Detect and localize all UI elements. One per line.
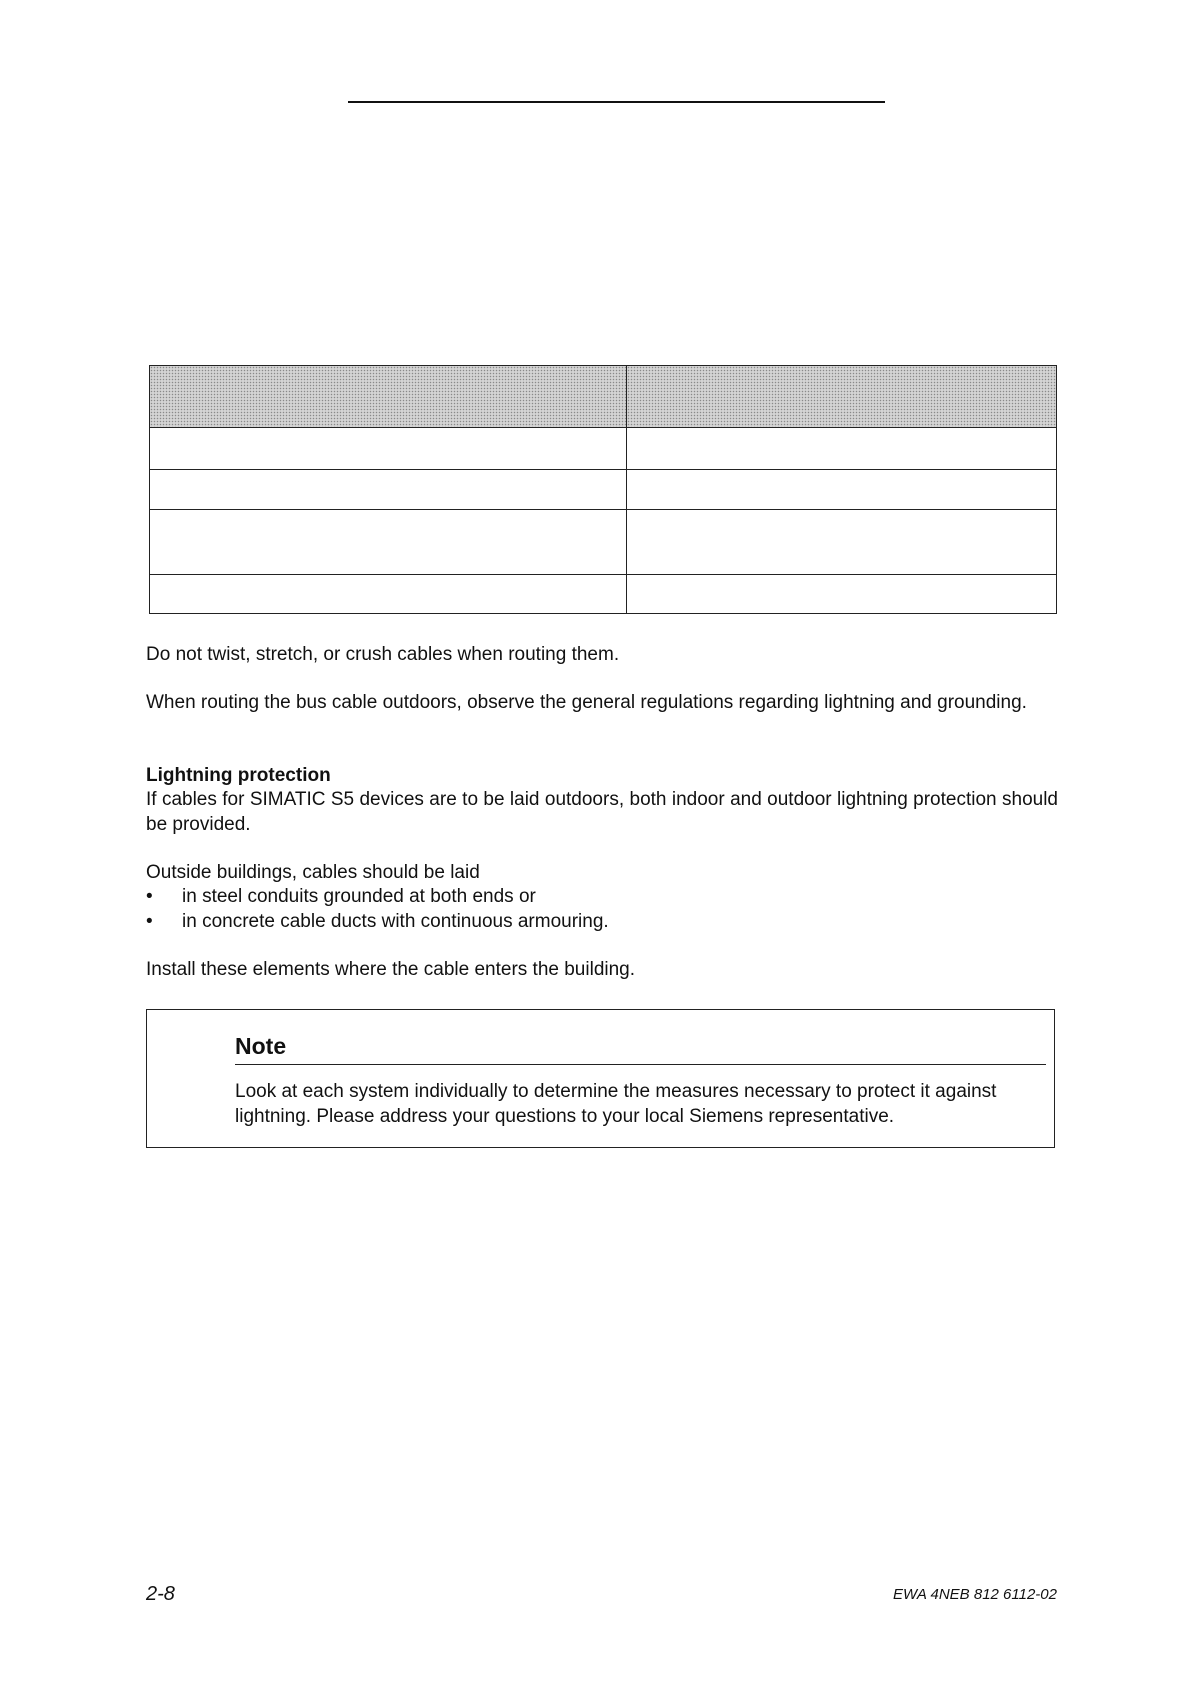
header-rule <box>348 101 885 103</box>
list-item-text: in steel conduits grounded at both ends or <box>182 886 536 907</box>
table-header-row <box>150 366 1056 428</box>
table-row <box>150 510 1056 575</box>
document-id: EWA 4NEB 812 6112-02 <box>893 1586 1057 1603</box>
table-cell <box>150 470 627 509</box>
table-cell <box>627 470 1056 509</box>
bullet-icon: • <box>146 911 153 932</box>
table-row <box>150 575 1056 613</box>
cable-table <box>149 365 1057 614</box>
table-cell <box>150 575 627 613</box>
lightning-paragraph: If cables for SIMATIC S5 devices are to be laid outdoors, both indoor and outdoor lightning protection should be provided. <box>146 789 1058 835</box>
outdoor-routing-paragraph: When routing the bus cable outdoors, observe the general regulations regarding lightning and grounding. <box>146 692 1027 713</box>
table-cell <box>627 510 1056 574</box>
outside-intro-paragraph: Outside buildings, cables should be laid <box>146 862 480 883</box>
table-header-cell <box>627 366 1056 427</box>
table-header-cell <box>150 366 627 427</box>
note-title: Note <box>235 1033 287 1059</box>
twist-paragraph: Do not twist, stretch, or crush cables when routing them. <box>146 644 620 665</box>
table-row <box>150 428 1056 470</box>
table-cell <box>150 428 627 469</box>
bullet-icon: • <box>146 886 153 907</box>
note-text: Look at each system individually to determine the measures necessary to protect it against lightning. Please address your questions to your local Siemens representative. <box>235 1081 997 1127</box>
list-item-text: in concrete cable ducts with continuous armouring. <box>182 911 609 932</box>
page-number: 2-8 <box>146 1583 175 1605</box>
note-rule <box>235 1064 1046 1065</box>
table-cell <box>627 428 1056 469</box>
table-row <box>150 470 1056 510</box>
note-box <box>146 1009 1055 1148</box>
table-cell <box>627 575 1056 613</box>
table-cell <box>150 510 627 574</box>
install-paragraph: Install these elements where the cable enters the building. <box>146 959 636 980</box>
lightning-heading: Lightning protection <box>146 765 331 786</box>
